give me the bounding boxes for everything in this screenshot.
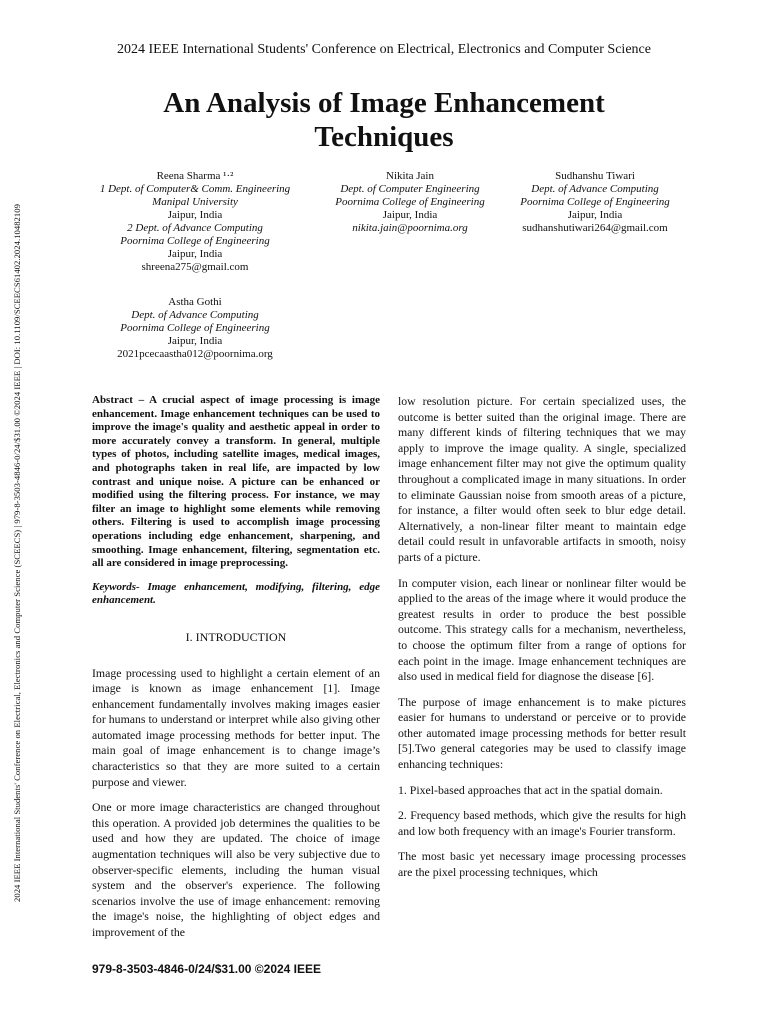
author-affiliation-line: sudhanshutiwari264@gmail.com bbox=[522, 222, 668, 234]
author-affiliation-line: Jaipur, India bbox=[167, 335, 223, 347]
list-item: 1. Pixel-based approaches that act in the spatial domain. bbox=[398, 782, 663, 797]
body-paragraph: low resolution picture. For certain specialized uses, the outcome is better suited than the original image. There are many different kinds of filtering techniques that we may apply to improve the image quality. A single, specialized image enhancement filter may not give the optimum quality throughout a complicated image in many situations. In order to eliminate Gaussian noise from smooth areas of a picture, for instance, a filter would often seek to blur edge detail. Alternatively, a non-linear filter meant to maintain edge detail could result in unfavorable artifacts in smooth, noisy parts of a picture. bbox=[398, 394, 686, 564]
author-affiliation-line: 2021pcecaastha012@poornima.org bbox=[117, 348, 273, 360]
author-block-2 bbox=[320, 170, 500, 235]
body-paragraph: Image processing used to highlight a certain element of an image is known as image enhancement [1]. Image enhancement fundamentally involves making images easier for humans to understand or interpret while also giving other automated image processing methods for better input. The main goal of image enhancement is to change image’s characteristics so that they are more suited to a certain purpose and viewer. bbox=[92, 665, 380, 789]
author-affiliation-line: Jaipur, India bbox=[167, 248, 223, 260]
author-affiliation-line: Poornima College of Engineering bbox=[520, 196, 670, 208]
author-name: Reena Sharma ¹·² bbox=[156, 170, 234, 182]
author-block-3 bbox=[500, 170, 690, 235]
author-name: Sudhanshu Tiwari bbox=[555, 170, 635, 182]
body-paragraph: In computer vision, each linear or nonlinear filter would be applied to the areas of the image where it would produce the greatest results in order to produce the best possible outcome. This strategy calls for a mechanism, nevertheless, to choose the optimum filter from a range of options for each point in the image. Image enhancement techniques are also used in medical field for diagnose the disease [6]. bbox=[398, 575, 686, 684]
section-heading: I. INTRODUCTION bbox=[185, 629, 287, 644]
author-affiliation-line: Poornima College of Engineering bbox=[335, 196, 485, 208]
keywords: Keywords- Image enhancement, modifying, filtering, edge enhancement. bbox=[92, 580, 380, 607]
author-affiliation-line: Poornima College of Engineering bbox=[120, 235, 270, 247]
author-affiliation-line: Dept. of Advance Computing bbox=[531, 183, 659, 195]
author-affiliation-line: nikita.jain@poornima.org bbox=[352, 222, 468, 234]
abstract: Abstract – A crucial aspect of image processing is image enhancement. Image enhancement techniques can be used to improve the image's quality and aesthetic appeal in order to more accurately convey a transform. In general, multiple types of photos, including satellite images, medical images, and photographs taken in real life, are impacted by low contrast and unique noise. A picture can be enhanced or modified using the filtering process. For instance, we may filter an image to highlight some elements while removing others. Filtering is used to accomplish image processing operations including edge enhancement, sharpening, and smoothing. Image enhancement, filtering, segmentation etc. all are considered in image preprocessing. bbox=[92, 394, 380, 570]
author-affiliation-line: shreena275@gmail.com bbox=[141, 261, 249, 273]
author-name: Astha Gothi bbox=[168, 296, 222, 308]
author-affiliation-line: Manipal University bbox=[152, 196, 238, 208]
author-name: Nikita Jain bbox=[386, 170, 434, 182]
body-paragraph: One or more image characteristics are changed throughout this operation. A provided job determines the qualities to be used and how they are updated. The choice of image augmentation techniques will also be very subjective due to observer-specific elements, including the human visual system and the observer's experience. The following scenarios involve the use of image enhancement: removing the image's noise, the highlighting of object edges and improvement of the bbox=[92, 800, 380, 939]
author-affiliation-line: Poornima College of Engineering bbox=[120, 322, 270, 334]
author-block-1 bbox=[88, 170, 302, 274]
body-paragraph: The purpose of image enhancement is to make pictures easier for humans to understand or perceive or to provide other automated image processing methods for better result [5].Two general categories may be used to classify image enhancing techniques: bbox=[398, 694, 686, 772]
author-affiliation-line: Jaipur, India bbox=[167, 209, 223, 221]
author-affiliation-line: Jaipur, India bbox=[382, 209, 438, 221]
body-paragraph: The most basic yet necessary image processing processes are the pixel processing techniques, which bbox=[398, 849, 686, 880]
paper-title: An Analysis of Image Enhancement Techniques bbox=[163, 87, 605, 153]
author-affiliation-line: Jaipur, India bbox=[567, 209, 623, 221]
author-affiliation-line: Dept. of Computer Engineering bbox=[340, 183, 480, 195]
side-doi-text: 2024 IEEE International Students' Conference on Electrical, Electronics and Computer Science (SCEECS) | 979-8-3503-4846-0/24/$31.00 ©2024 IEEE | DOI: 10.1109/SCEECS61402.2024.10482109 bbox=[12, 204, 22, 902]
left-column bbox=[92, 394, 380, 951]
right-column bbox=[398, 394, 686, 891]
author-block-4 bbox=[88, 296, 302, 361]
author-affiliation-line: 1 Dept. of Computer& Comm. Engineering bbox=[99, 183, 291, 195]
author-affiliation-line: Dept. of Advance Computing bbox=[131, 309, 259, 321]
footer-copyright: 979-8-3503-4846-0/24/$31.00 ©2024 IEEE bbox=[92, 962, 322, 976]
author-affiliation-line: 2 Dept. of Advance Computing bbox=[127, 222, 263, 234]
conference-header: 2024 IEEE International Students' Conference on Electrical, Electronics and Computer Science bbox=[117, 42, 651, 57]
list-item: 2. Frequency based methods, which give the results for high and low both frequency with an image's Fourier transform. bbox=[398, 808, 686, 838]
